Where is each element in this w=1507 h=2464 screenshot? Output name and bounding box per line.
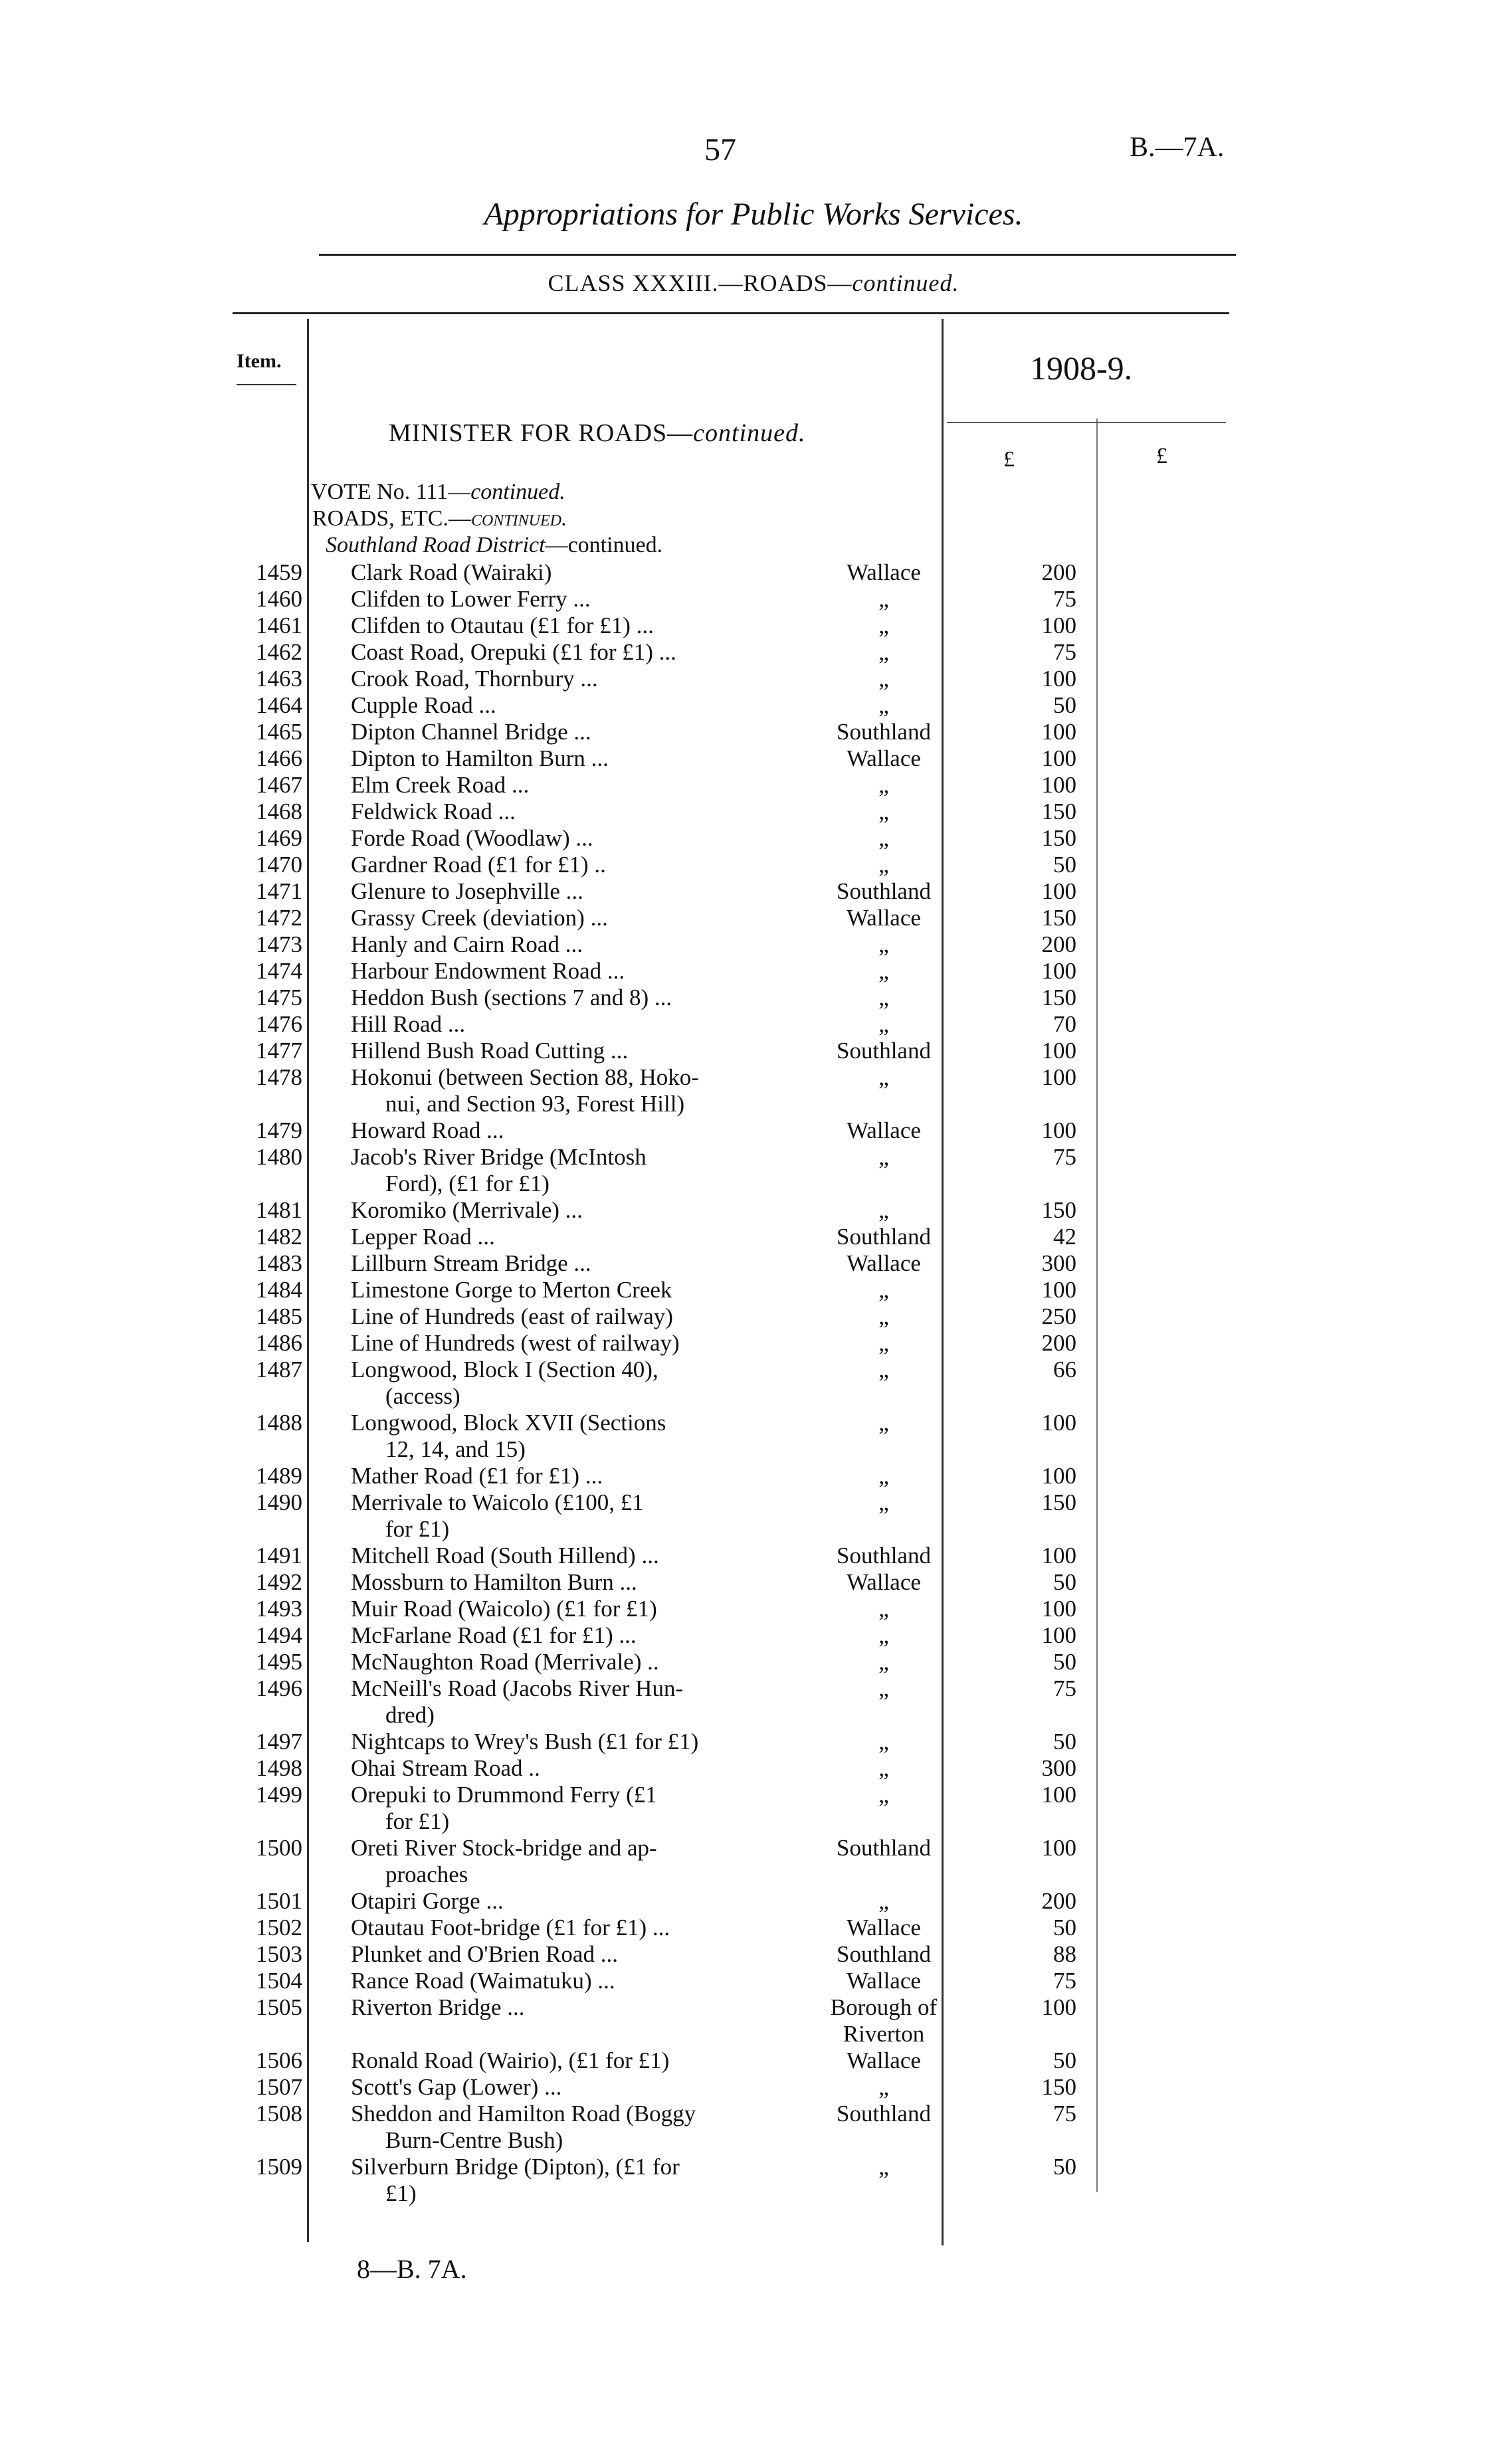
item-description: Jacob's River Bridge (McIntosh: [351, 1144, 647, 1170]
electorate: „: [878, 799, 889, 824]
item-number: 1507: [256, 2074, 302, 2100]
item-number: 1483: [256, 1250, 302, 1276]
item-number: 1464: [256, 692, 302, 718]
item-description: Hokonui (between Section 88, Hoko-: [351, 1064, 699, 1090]
electorate: Southland: [837, 1835, 931, 1861]
amount: 100: [1041, 1835, 1076, 1861]
electorate: „: [878, 1064, 889, 1090]
electorate: „: [878, 692, 889, 718]
amount: 50: [1053, 1649, 1076, 1675]
amount: 200: [1041, 1330, 1076, 1356]
item-description: Harbour Endowment Road ...: [351, 958, 625, 984]
amount: 100: [1041, 1038, 1076, 1064]
pound-sign-2: £: [1156, 444, 1167, 468]
item-description: McFarlane Road (£1 for £1) ...: [351, 1622, 637, 1648]
item-number: 1492: [256, 1569, 302, 1595]
item-description: Feldwick Road ...: [351, 799, 516, 824]
class-heading-text: CLASS XXXIII.—ROADS—: [548, 270, 853, 296]
item-description: Line of Hundreds (east of railway): [351, 1303, 673, 1329]
district-heading-continued: —continued.: [545, 533, 663, 557]
electorate: „: [878, 586, 889, 612]
roads-heading-continued: continued.: [470, 506, 567, 531]
item-description: (access): [385, 1383, 460, 1409]
item-number: 1466: [256, 745, 302, 771]
table-row: [0, 666, 1507, 692]
item-description: Grassy Creek (deviation) ...: [351, 905, 608, 931]
amount: 88: [1053, 1941, 1076, 1967]
electorate: „: [878, 1197, 889, 1223]
item-number: 1484: [256, 1277, 302, 1303]
item-description: Hanly and Cairn Road ...: [351, 931, 583, 957]
item-number: 1509: [256, 2154, 302, 2180]
item-description: Orepuki to Drummond Ferry (£1: [351, 1782, 657, 1808]
electorate: „: [878, 1357, 889, 1382]
item-number: 1500: [256, 1835, 302, 1861]
table-row: [0, 1835, 1507, 1888]
item-number: 1481: [256, 1197, 302, 1223]
vote-heading: [311, 480, 565, 505]
electorate: „: [878, 1622, 889, 1648]
table-row: [0, 1968, 1507, 1994]
table-row: [0, 1675, 1507, 1729]
table-row: [0, 1038, 1507, 1064]
item-description: for £1): [385, 1808, 450, 1834]
item-number: 1490: [256, 1489, 302, 1515]
electorate: Wallace: [847, 1250, 921, 1276]
table-row: [0, 825, 1507, 852]
roads-heading-text: ROADS, ETC.—: [312, 506, 471, 531]
item-description: Hillend Bush Road Cutting ...: [351, 1038, 629, 1064]
table-row: [0, 1011, 1507, 1038]
item-description: Lepper Road ...: [351, 1224, 495, 1250]
electorate: Southland: [837, 2101, 931, 2127]
item-description: Longwood, Block XVII (Sections: [351, 1410, 666, 1436]
minister-heading-continued: continued.: [693, 419, 806, 447]
item-description: Ronald Road (Wairio), (£1 for £1): [351, 2047, 670, 2073]
electorate: „: [878, 958, 889, 984]
electorate: Wallace: [847, 905, 921, 931]
table-row: [0, 772, 1507, 799]
electorate: Southland: [837, 878, 931, 904]
item-description: Scott's Gap (Lower) ...: [351, 2074, 562, 2100]
amount: 100: [1041, 1543, 1076, 1568]
minister-heading-text: MINISTER FOR ROADS—: [389, 419, 694, 447]
item-description: Hill Road ...: [351, 1011, 466, 1037]
item-number: 1491: [256, 1543, 302, 1568]
amount: 70: [1053, 1011, 1076, 1037]
table-row: [0, 1622, 1507, 1649]
item-number: 1508: [256, 2101, 302, 2127]
item-number: 1470: [256, 852, 302, 878]
item-description: nui, and Section 93, Forest Hill): [385, 1091, 685, 1117]
electorate: „: [878, 1410, 889, 1436]
table-row: [0, 1463, 1507, 1489]
item-description: Otautau Foot-bridge (£1 for £1) ...: [351, 1915, 670, 1941]
item-underline: [237, 384, 296, 385]
electorate: Borough of: [830, 1994, 938, 2020]
table-row: [0, 559, 1507, 586]
item-number: 1485: [256, 1303, 302, 1329]
table-row: [0, 1543, 1507, 1569]
amount: 100: [1041, 1596, 1076, 1622]
item-description: Forde Road (Woodlaw) ...: [351, 825, 593, 851]
electorate: „: [878, 2074, 889, 2100]
amount: 75: [1053, 2101, 1076, 2127]
item-number: 1501: [256, 1888, 302, 1914]
table-row: [0, 639, 1507, 666]
item-number: 1462: [256, 639, 302, 665]
item-number: 1461: [256, 613, 302, 638]
item-description: Crook Road, Thornbury ...: [351, 666, 598, 692]
roads-heading: [312, 506, 567, 531]
electorate: „: [878, 852, 889, 878]
item-number: 1463: [256, 666, 302, 692]
electorate: „: [878, 1649, 889, 1675]
electorate: „: [878, 825, 889, 851]
vote-heading-continued: continued.: [470, 480, 565, 504]
document-reference: B.—7A.: [1130, 132, 1225, 163]
item-description: Merrivale to Waicolo (£100, £1: [351, 1489, 644, 1515]
item-description: Oreti River Stock-bridge and ap-: [351, 1835, 657, 1861]
amount: 100: [1041, 878, 1076, 904]
amount: 100: [1041, 1782, 1076, 1808]
amount: 75: [1053, 1144, 1076, 1170]
table-row: [0, 1250, 1507, 1277]
item-number: 1478: [256, 1064, 302, 1090]
electorate: „: [878, 1755, 889, 1781]
table-row: [0, 958, 1507, 985]
table-row: [0, 1064, 1507, 1117]
item-number: 1469: [256, 825, 302, 851]
table-row: [0, 852, 1507, 878]
item-description: Howard Road ...: [351, 1117, 504, 1143]
item-number: 1468: [256, 799, 302, 824]
item-description: Nightcaps to Wrey's Bush (£1 for £1): [351, 1729, 699, 1754]
table-row: [0, 1941, 1507, 1968]
item-number: 1460: [256, 586, 302, 612]
item-description: Muir Road (Waicolo) (£1 for £1): [351, 1596, 657, 1622]
table-row: [0, 586, 1507, 613]
item-number: 1477: [256, 1038, 302, 1064]
table-row: [0, 1596, 1507, 1622]
item-description: Dipton to Hamilton Burn ...: [351, 745, 609, 771]
title-rule: [319, 254, 1236, 256]
district-heading: [326, 533, 662, 558]
amount: 100: [1041, 1277, 1076, 1303]
electorate: Southland: [837, 719, 931, 745]
item-description: Clifden to Otautau (£1 for £1) ...: [351, 613, 654, 638]
item-description: £1): [385, 2180, 417, 2206]
item-description: for £1): [385, 1516, 450, 1542]
table-row: [0, 878, 1507, 905]
item-description: Otapiri Gorge ...: [351, 1888, 504, 1914]
electorate: Southland: [837, 1224, 931, 1250]
electorate: Wallace: [847, 1117, 921, 1143]
item-number: 1498: [256, 1755, 302, 1781]
item-description: Rance Road (Waimatuku) ...: [351, 1968, 615, 1994]
electorate: „: [878, 1277, 889, 1303]
electorate: „: [878, 1729, 889, 1754]
amount: 200: [1041, 1888, 1076, 1914]
electorate: Wallace: [847, 559, 921, 585]
electorate: Southland: [837, 1543, 931, 1568]
item-description: Riverton Bridge ...: [351, 1994, 525, 2020]
table-row: [0, 1994, 1507, 2047]
class-heading: [0, 269, 1507, 297]
amount: 100: [1041, 1410, 1076, 1436]
electorate: „: [878, 1888, 889, 1914]
electorate: „: [878, 1489, 889, 1515]
table-row: [0, 1303, 1507, 1330]
item-number: 1474: [256, 958, 302, 984]
amount: 100: [1041, 666, 1076, 692]
amount: 150: [1041, 799, 1076, 824]
minister-heading: [389, 419, 806, 448]
table-row: [0, 1649, 1507, 1675]
table-row: [0, 2101, 1507, 2154]
item-description: Heddon Bush (sections 7 and 8) ...: [351, 985, 672, 1010]
item-description: dred): [385, 1702, 435, 1728]
electorate: „: [878, 1675, 889, 1701]
table-row: [0, 719, 1507, 745]
item-description: Longwood, Block I (Section 40),: [351, 1357, 658, 1382]
item-number: 1504: [256, 1968, 302, 1994]
amount: 50: [1053, 1569, 1076, 1595]
amount: 75: [1053, 1968, 1076, 1994]
item-description: Coast Road, Orepuki (£1 for £1) ...: [351, 639, 676, 665]
item-number: 1505: [256, 1994, 302, 2020]
item-number: 1472: [256, 905, 302, 931]
table-row: [0, 1915, 1507, 1941]
amount: 100: [1041, 772, 1076, 798]
item-description: Clark Road (Wairaki): [351, 559, 552, 585]
amount: 150: [1041, 2074, 1076, 2100]
item-number: 1465: [256, 719, 302, 745]
amount: 300: [1041, 1755, 1076, 1781]
electorate: „: [878, 931, 889, 957]
electorate: „: [878, 639, 889, 665]
pound-sign-1: £: [1003, 447, 1015, 472]
item-description: Elm Creek Road ...: [351, 772, 530, 798]
table-row: [0, 613, 1507, 639]
table-row: [0, 1357, 1507, 1410]
electorate: Riverton: [843, 2021, 925, 2047]
amount: 150: [1041, 825, 1076, 851]
amount: 100: [1041, 1463, 1076, 1489]
item-number: 1496: [256, 1675, 302, 1701]
item-number: 1488: [256, 1410, 302, 1436]
item-description: Ohai Stream Road ..: [351, 1755, 540, 1781]
amount: 75: [1053, 586, 1076, 612]
table-row: [0, 931, 1507, 958]
electorate: Wallace: [847, 1569, 921, 1595]
electorate: „: [878, 772, 889, 798]
table-row: [0, 1729, 1507, 1755]
item-description: Lillburn Stream Bridge ...: [351, 1250, 591, 1276]
vote-heading-text: VOTE No. 111—: [311, 480, 471, 504]
item-description: McNeill's Road (Jacobs River Hun-: [351, 1675, 684, 1701]
amount: 66: [1053, 1357, 1076, 1382]
item-description: Silverburn Bridge (Dipton), (£1 for: [351, 2154, 680, 2180]
item-description: Cupple Road ...: [351, 692, 496, 718]
page-number: 57: [704, 132, 736, 167]
table-row: [0, 905, 1507, 931]
table-row: [0, 1330, 1507, 1357]
item-number: 1502: [256, 1915, 302, 1941]
item-description: Sheddon and Hamilton Road (Boggy: [351, 2101, 696, 2127]
item-number: 1494: [256, 1622, 302, 1648]
electorate: Wallace: [847, 1968, 921, 1994]
amount: 50: [1053, 692, 1076, 718]
electorate: „: [878, 613, 889, 638]
table-row: [0, 1888, 1507, 1915]
electorate: „: [878, 666, 889, 692]
item-number: 1482: [256, 1224, 302, 1250]
item-number: 1480: [256, 1144, 302, 1170]
amount: 42: [1053, 1224, 1076, 1250]
item-description: McNaughton Road (Merrivale) ..: [351, 1649, 659, 1675]
item-description: Clifden to Lower Ferry ...: [351, 586, 591, 612]
item-number: 1497: [256, 1729, 302, 1754]
electorate: Wallace: [847, 2047, 921, 2073]
item-number: 1476: [256, 1011, 302, 1037]
electorate: „: [878, 2154, 889, 2180]
amount: 150: [1041, 1489, 1076, 1515]
amount: 150: [1041, 1197, 1076, 1223]
electorate: Wallace: [847, 1915, 921, 1941]
electorate: „: [878, 1463, 889, 1489]
amount: 150: [1041, 985, 1076, 1010]
table-row: [0, 1569, 1507, 1596]
amount: 150: [1041, 905, 1076, 931]
class-heading-continued: continued.: [852, 270, 959, 296]
table-row: [0, 692, 1507, 719]
table-row: [0, 1410, 1507, 1463]
amount: 100: [1041, 1622, 1076, 1648]
table-top-rule: [233, 312, 1229, 314]
amount: 100: [1041, 958, 1076, 984]
item-number: 1495: [256, 1649, 302, 1675]
item-description: Glenure to Josephville ...: [351, 878, 583, 904]
page-title: Appropriations for Public Works Services.: [484, 197, 1023, 232]
amount: 200: [1041, 931, 1076, 957]
electorate: „: [878, 1011, 889, 1037]
district-heading-text: Southland Road District: [326, 533, 546, 557]
table-row: [0, 1197, 1507, 1224]
amount: 250: [1041, 1303, 1076, 1329]
electorate: „: [878, 985, 889, 1010]
amount: 50: [1053, 1915, 1076, 1941]
item-number: 1475: [256, 985, 302, 1010]
item-description: Burn-Centre Bush): [385, 2127, 563, 2153]
item-number: 1487: [256, 1357, 302, 1382]
amount: 75: [1053, 639, 1076, 665]
table-row: [0, 1277, 1507, 1303]
item-number: 1479: [256, 1117, 302, 1143]
amount: 100: [1041, 719, 1076, 745]
table-row: [0, 2074, 1507, 2101]
item-description: Limestone Gorge to Merton Creek: [351, 1277, 672, 1303]
item-number: 1499: [256, 1782, 302, 1808]
table-row: [0, 2154, 1507, 2207]
item-description: Ford), (£1 for £1): [385, 1171, 550, 1196]
table-row: [0, 1755, 1507, 1782]
amount: 50: [1053, 2154, 1076, 2180]
electorate: Southland: [837, 1941, 931, 1967]
item-description: Koromiko (Merrivale) ...: [351, 1197, 583, 1223]
amount: 50: [1053, 2047, 1076, 2073]
item-number: 1506: [256, 2047, 302, 2073]
item-description: Gardner Road (£1 for £1) ..: [351, 852, 606, 878]
amount: 200: [1041, 559, 1076, 585]
amount: 100: [1041, 613, 1076, 638]
table-row: [0, 745, 1507, 772]
amount: 100: [1041, 1117, 1076, 1143]
table-row: [0, 1144, 1507, 1197]
year-underline: [947, 422, 1226, 423]
item-description: Mossburn to Hamilton Burn ...: [351, 1569, 637, 1595]
table-row: [0, 799, 1507, 825]
item-number: 1489: [256, 1463, 302, 1489]
amount: 75: [1053, 1675, 1076, 1701]
electorate: „: [878, 1596, 889, 1622]
amount: 50: [1053, 852, 1076, 878]
electorate: „: [878, 1303, 889, 1329]
amount: 100: [1041, 745, 1076, 771]
table-row: [0, 1224, 1507, 1250]
amount: 300: [1041, 1250, 1076, 1276]
electorate: „: [878, 1144, 889, 1170]
table-row: [0, 1489, 1507, 1543]
electorate: „: [878, 1330, 889, 1356]
year-column-header: 1908-9.: [1030, 349, 1133, 387]
table-row: [0, 2047, 1507, 2074]
item-description: Plunket and O'Brien Road ...: [351, 1941, 618, 1967]
item-number: 1486: [256, 1330, 302, 1356]
item-description: Dipton Channel Bridge ...: [351, 719, 591, 745]
item-column-header: Item.: [237, 350, 282, 372]
electorate: „: [878, 1782, 889, 1808]
table-row: [0, 985, 1507, 1011]
electorate: Southland: [837, 1038, 931, 1064]
item-description: Mather Road (£1 for £1) ...: [351, 1463, 603, 1489]
item-number: 1493: [256, 1596, 302, 1622]
item-number: 1471: [256, 878, 302, 904]
item-description: proaches: [385, 1861, 468, 1887]
footer-signature: 8—B. 7A.: [357, 2254, 467, 2284]
electorate: Wallace: [847, 745, 921, 771]
table-row: [0, 1117, 1507, 1144]
amount: 50: [1053, 1729, 1076, 1754]
amount: 100: [1041, 1064, 1076, 1090]
item-description: Line of Hundreds (west of railway): [351, 1330, 680, 1356]
item-description: 12, 14, and 15): [385, 1436, 526, 1462]
amount: 100: [1041, 1994, 1076, 2020]
item-number: 1459: [256, 559, 302, 585]
table-row: [0, 1782, 1507, 1835]
item-number: 1473: [256, 931, 302, 957]
item-number: 1467: [256, 772, 302, 798]
item-description: Mitchell Road (South Hillend) ...: [351, 1543, 659, 1568]
item-number: 1503: [256, 1941, 302, 1967]
